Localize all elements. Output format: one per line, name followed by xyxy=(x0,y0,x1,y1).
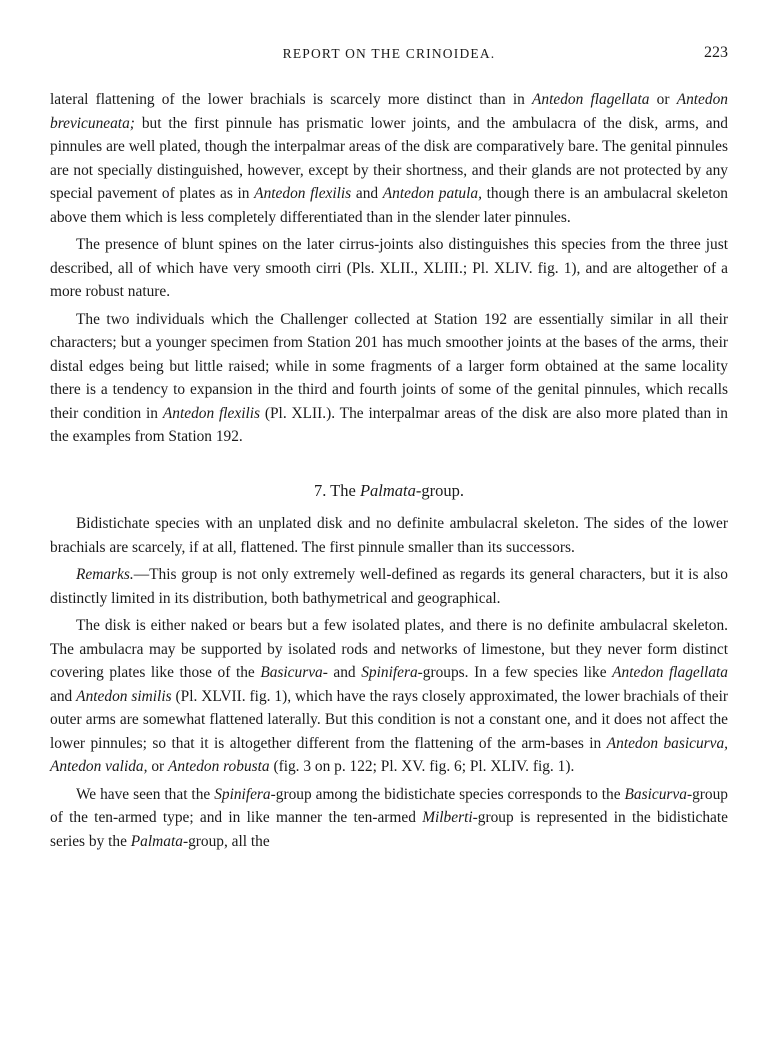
paragraph-continued: lateral flattening of the lower brachials is scarcely more distinct than in Antedon flagellata or Antedon brevicuneata; but the first pinnule has prismatic lower joints, and the ambulacra of the disk, arms, and pinnules are well plated, though the interpalmar areas of the disk are comparatively bare. The genital pinnules are not specially distinguished, however, except by their shortness, and their glands are not protected by any special pavement of plates as in Antedon flexilis and Antedon patula, though there is an ambulacral skeleton above them which is less completely differentiated than in the slender later pinnules. xyxy=(50,91,728,226)
paragraph-group-definition: Bidistichate species with an unplated disk and no definite ambulacral skeleton. The sides of the lower brachials are scarcely, if at all, flattened. The first pinnule smaller than its successors. xyxy=(50,515,728,556)
section-heading: 7. The Palmata-group. xyxy=(313,480,465,500)
paragraph-disk-description: The disk is either naked or bears but a few isolated plates, and there is no definite ambulacral skeleton. The ambulacra may be supported by isolated rods and networks of limestone, but they never form distinct covering plates like those of the Basicurva- and Spinifera-groups. In a few species like Antedon flagellata and Antedon similis (Pl. XLVII. fig. 1), which have the rays closely approximated, the lower brachials of their outer arms are somewhat flattened laterally. But this condition is not a constant one, and it does not affect the lower pinnules; so that it is altogether different from the flattening of the arm-bases in Antedon basicurva, Antedon valida, or Antedon robusta (fig. 3 on p. 122; Pl. XV. fig. 6; Pl. XLIV. fig. 1). xyxy=(50,617,729,775)
paragraph-group-correspondence: We have seen that the Spinifera-group among the bidistichate species corresponds to the Basicurva-group of the ten-armed type; and in like manner the ten-armed Milberti-group is represented in the bidistichate series by the Palmata-group, all the xyxy=(50,785,728,850)
paragraph-cirrus-spines: The presence of blunt spines on the later cirrus-joints also distinguishes this species from the three just described, all of which have very smooth cirri (Pls. XLII., XLIII.; Pl. XLIV. fig. 1), and are altogether of a more robust nature. xyxy=(50,236,728,300)
body-text xyxy=(50,88,728,857)
page-number: 223 xyxy=(704,44,728,61)
paragraph-remarks: Remarks.—This group is not only extremely well-defined as regards its general characters, but it is also distinctly limited in its distribution, both bathymetrical and geographical. xyxy=(50,566,728,607)
paragraph-challenger-stations: The two individuals which the Challenger collected at Station 192 are essentially similar in all their characters; but a younger specimen from Station 201 has much smoother joints at the bases of the arms, their distal edges being but little raised; while in some fragments of a larger form obtained at the same locality there is a tendency to expansion in the third and fourth joints of some of the genital pinnules, which recalls their condition in Antedon flexilis (Pl. XLII.). The interpalmar areas of the disk are also more plated than in the examples from Station 192. xyxy=(50,310,729,445)
running-title: REPORT ON THE CRINOIDEA. xyxy=(282,46,496,61)
